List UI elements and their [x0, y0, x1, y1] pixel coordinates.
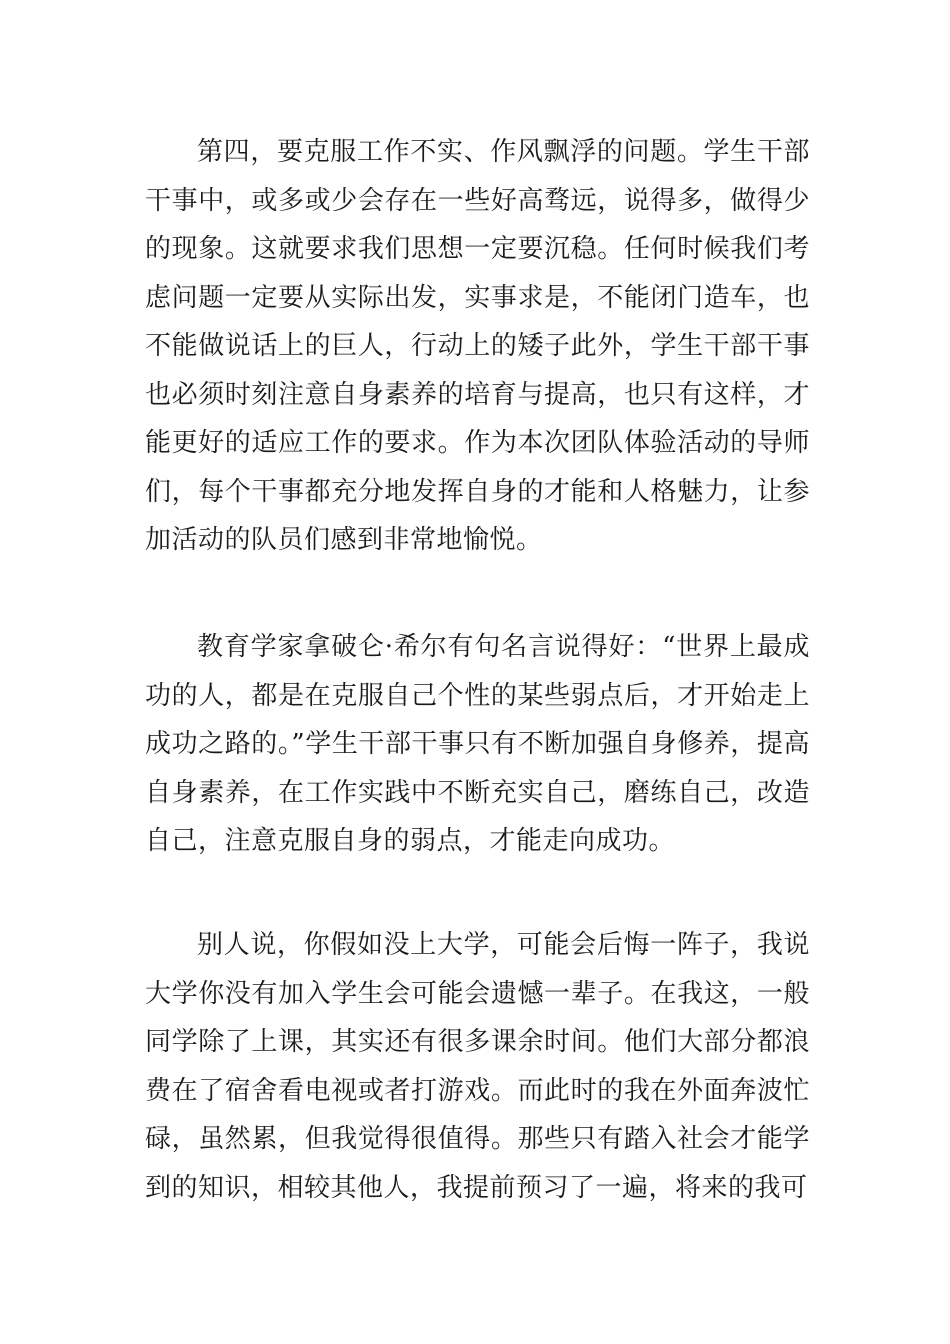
- paragraph-3: 别人说，你假如没上大学，可能会后悔一阵子，我说大学你没有加入学生会可能会遗憾一辈子。在我这，一般同学除了上课，其实还有很多课余时间。他们大部分都浪费在了宿舍看电视或者打游戏。而此时的我在外面奔波忙碌，虽然累，但我觉得很值得。那些只有踏入社会才能学到的知识，相较其他人，我提前预习了一遍，将来的我可: [145, 930, 810, 1203]
- paragraph-1: 第四，要克服工作不实、作风飘浮的问题。学生干部干事中，或多或少会存在一些好高骛远，说得多，做得少的现象。这就要求我们思想一定要沉稳。任何时候我们考虑问题一定要从实际出发，实事求是，不能闭门造车，也不能做说话上的巨人，行动上的矮子此外，学生干部干事也必须时刻注意自身素养的培育与提高，也只有这样，才能更好的适应工作的要求。作为本次团队体验活动的导师们，每个干事都充分地发挥自身的才能和人格魅力，让参加活动的队员们感到非常地愉悦。: [145, 137, 810, 555]
- paragraph-2: 教育学家拿破仑·希尔有句名言说得好：“世界上最成功的人，都是在克服自己个性的某些弱点后，才开始走上成功之路的。”学生干部干事只有不断加强自身修养，提高自身素养，在工作实践中不断充实自己，磨练自己，改造自己，注意克服自身的弱点，才能走向成功。: [145, 632, 810, 856]
